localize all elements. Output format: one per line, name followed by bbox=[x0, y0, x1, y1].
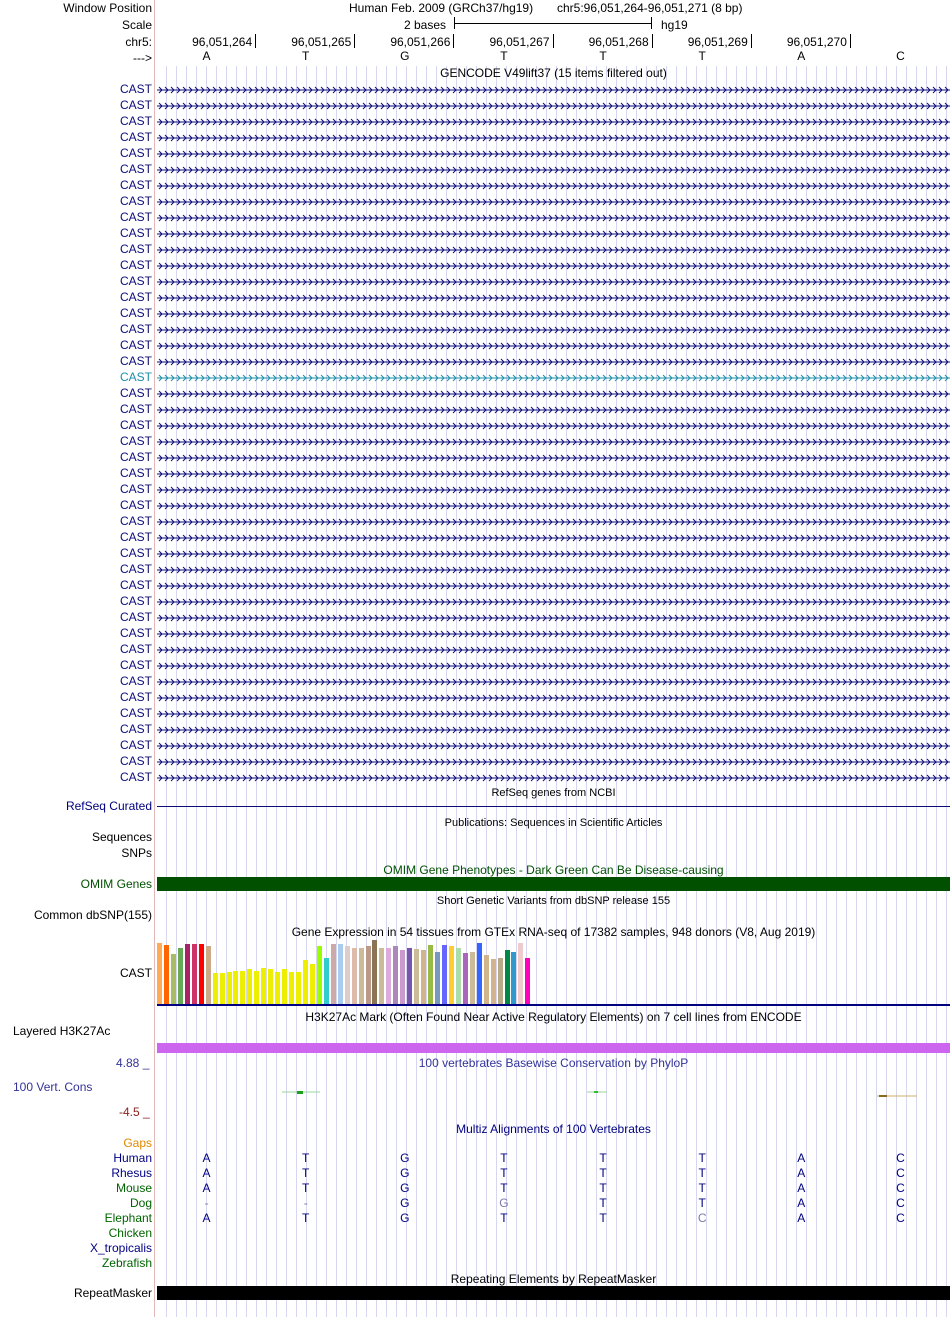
gencode-gene-label[interactable]: CAST bbox=[119, 178, 152, 192]
coordinate-tick bbox=[850, 34, 851, 48]
scale-label: Scale bbox=[121, 18, 152, 32]
scale-bar bbox=[454, 17, 652, 29]
gencode-gene-label[interactable]: CAST bbox=[119, 706, 152, 720]
base-letter: A bbox=[797, 49, 806, 63]
gencode-transcript[interactable] bbox=[157, 742, 950, 750]
multiz-base: T bbox=[500, 1211, 508, 1225]
gencode-gene-label[interactable]: CAST bbox=[119, 482, 152, 496]
gtex-tissue-bar[interactable] bbox=[463, 953, 468, 1004]
multiz-species-label[interactable]: Chicken bbox=[108, 1226, 152, 1240]
dbsnp-title[interactable]: Short Genetic Variants from dbSNP release 155 bbox=[436, 895, 671, 907]
gencode-transcript[interactable] bbox=[157, 294, 950, 302]
multiz-base: T bbox=[302, 1166, 310, 1180]
multiz-base: A bbox=[202, 1181, 211, 1195]
gencode-transcript[interactable] bbox=[157, 102, 950, 110]
gencode-transcript[interactable] bbox=[157, 390, 950, 398]
multiz-base: T bbox=[698, 1151, 706, 1165]
multiz-base: G bbox=[400, 1166, 410, 1180]
scale-text: 2 bases bbox=[404, 18, 447, 32]
gencode-transcript[interactable] bbox=[157, 502, 950, 510]
multiz-base: T bbox=[698, 1166, 706, 1180]
base-letter: T bbox=[302, 49, 310, 63]
gencode-transcript[interactable] bbox=[157, 662, 950, 670]
gtex-tissue-bar[interactable] bbox=[254, 971, 259, 1004]
gencode-transcript[interactable] bbox=[157, 774, 950, 782]
gtex-tissue-bar[interactable] bbox=[393, 946, 398, 1004]
gencode-gene-label[interactable]: CAST bbox=[119, 82, 152, 96]
dbsnp-label[interactable]: Common dbSNP(155) bbox=[33, 908, 152, 922]
coordinate-tick-label: 96,051,268 bbox=[588, 35, 649, 49]
db-text: hg19 bbox=[661, 18, 688, 32]
gencode-gene-label[interactable]: CAST bbox=[119, 578, 152, 592]
multiz-base: T bbox=[698, 1196, 706, 1210]
gtex-tissue-bar[interactable] bbox=[233, 971, 238, 1004]
phylop-max: 4.88 _ bbox=[116, 1056, 150, 1070]
coordinate-tick bbox=[255, 34, 256, 48]
gencode-transcript[interactable] bbox=[157, 182, 950, 190]
gtex-tissue-bar[interactable] bbox=[372, 940, 377, 1004]
gtex-tissue-bar[interactable] bbox=[511, 952, 516, 1004]
gencode-gene-label[interactable]: CAST bbox=[119, 674, 152, 688]
gencode-transcript[interactable] bbox=[157, 518, 950, 526]
gencode-gene-label[interactable]: CAST bbox=[119, 402, 152, 416]
multiz-base: A bbox=[797, 1211, 806, 1225]
gencode-transcript[interactable] bbox=[157, 582, 950, 590]
gtex-tissue-bar[interactable] bbox=[352, 948, 357, 1004]
gtex-tissue-bar[interactable] bbox=[157, 943, 162, 1004]
gencode-gene-label[interactable]: CAST bbox=[119, 130, 152, 144]
coordinate-tick-label: 96,051,266 bbox=[390, 35, 451, 49]
gtex-tissue-bar[interactable] bbox=[199, 944, 204, 1004]
gtex-tissue-bar[interactable] bbox=[525, 958, 530, 1004]
gencode-transcript[interactable] bbox=[157, 134, 950, 142]
omim-track-bar[interactable] bbox=[157, 877, 950, 891]
gencode-gene-label[interactable]: CAST bbox=[119, 370, 152, 384]
coordinate-tick-label: 96,051,265 bbox=[291, 35, 352, 49]
multiz-base: G bbox=[400, 1151, 410, 1165]
gtex-tissue-bar[interactable] bbox=[518, 943, 523, 1004]
multiz-base: G bbox=[400, 1181, 410, 1195]
phylop-min: -4.5 _ bbox=[119, 1105, 150, 1119]
gtex-tissue-bar[interactable] bbox=[227, 972, 232, 1004]
multiz-base: - bbox=[204, 1196, 209, 1210]
gtex-tissue-bar[interactable] bbox=[477, 943, 482, 1004]
coordinate-tick-label: 96,051,267 bbox=[489, 35, 550, 49]
gencode-gene-label[interactable]: CAST bbox=[119, 626, 152, 640]
coordinate-tick-label: 96,051,269 bbox=[687, 35, 748, 49]
gtex-tissue-bar[interactable] bbox=[345, 946, 350, 1004]
gencode-gene-label[interactable]: CAST bbox=[119, 434, 152, 448]
gtex-tissue-bar[interactable] bbox=[213, 973, 218, 1004]
gtex-tissue-bar[interactable] bbox=[498, 958, 503, 1004]
multiz-species-label[interactable]: Rhesus bbox=[111, 1166, 152, 1180]
gencode-transcript[interactable] bbox=[157, 326, 950, 334]
base-letter: A bbox=[202, 49, 211, 63]
gtex-bar-chart[interactable] bbox=[157, 940, 950, 1004]
gencode-transcript[interactable] bbox=[157, 198, 950, 206]
multiz-base: A bbox=[797, 1196, 806, 1210]
multiz-species-label[interactable]: Elephant bbox=[104, 1211, 152, 1225]
publications-label-sequences[interactable]: Sequences bbox=[91, 830, 152, 844]
gencode-transcript[interactable] bbox=[157, 374, 950, 382]
gencode-transcript[interactable] bbox=[157, 262, 950, 270]
gencode-gene-label[interactable]: CAST bbox=[119, 594, 152, 608]
multiz-base: G bbox=[499, 1196, 509, 1210]
gtex-tissue-bar[interactable] bbox=[338, 944, 343, 1004]
gencode-gene-label[interactable]: CAST bbox=[119, 530, 152, 544]
gencode-transcript[interactable] bbox=[157, 470, 950, 478]
gtex-tissue-bar[interactable] bbox=[240, 971, 245, 1004]
gencode-gene-label[interactable]: CAST bbox=[119, 114, 152, 128]
multiz-base: C bbox=[896, 1196, 905, 1210]
gencode-gene-label[interactable]: CAST bbox=[119, 146, 152, 160]
gencode-gene-label[interactable]: CAST bbox=[119, 418, 152, 432]
gtex-tissue-bar[interactable] bbox=[379, 948, 384, 1004]
multiz-base: G bbox=[400, 1211, 410, 1225]
gtex-tissue-bar[interactable] bbox=[206, 946, 211, 1004]
gtex-tissue-bar[interactable] bbox=[407, 948, 412, 1004]
gencode-gene-label[interactable]: CAST bbox=[119, 386, 152, 400]
gencode-transcript[interactable] bbox=[157, 150, 950, 158]
multiz-species-label[interactable]: Zebrafish bbox=[101, 1256, 152, 1270]
gencode-gene-label[interactable]: CAST bbox=[119, 258, 152, 272]
gencode-gene-label[interactable]: CAST bbox=[119, 658, 152, 672]
gtex-tissue-bar[interactable] bbox=[275, 972, 280, 1004]
gencode-gene-label[interactable]: CAST bbox=[119, 98, 152, 112]
gencode-gene-label[interactable]: CAST bbox=[119, 162, 152, 176]
gencode-transcript[interactable] bbox=[157, 118, 950, 126]
gencode-transcript[interactable] bbox=[157, 486, 950, 494]
gencode-transcript[interactable] bbox=[157, 214, 950, 222]
gencode-transcript[interactable] bbox=[157, 598, 950, 606]
gencode-gene-label[interactable]: CAST bbox=[119, 242, 152, 256]
gencode-transcript[interactable] bbox=[157, 630, 950, 638]
gencode-gene-label[interactable]: CAST bbox=[119, 210, 152, 224]
gencode-gene-label[interactable]: CAST bbox=[119, 338, 152, 352]
omim-label[interactable]: OMIM Genes bbox=[80, 877, 152, 891]
multiz-base: T bbox=[599, 1196, 607, 1210]
multiz-base: T bbox=[500, 1166, 508, 1180]
multiz-base: C bbox=[896, 1211, 905, 1225]
gencode-transcript[interactable] bbox=[157, 678, 950, 686]
coordinate-tick bbox=[354, 34, 355, 48]
gtex-tissue-bar[interactable] bbox=[366, 946, 371, 1004]
gtex-tissue-bar[interactable] bbox=[261, 968, 266, 1004]
h3k27ac-title[interactable]: H3K27Ac Mark (Often Found Near Active Regulatory Elements) on 7 cell lines from ENCODE bbox=[305, 1010, 802, 1024]
gencode-gene-label[interactable]: CAST bbox=[119, 498, 152, 512]
gencode-transcript[interactable] bbox=[157, 230, 950, 238]
multiz-base: C bbox=[896, 1151, 905, 1165]
gtex-tissue-bar[interactable] bbox=[505, 950, 510, 1004]
gtex-tissue-bar[interactable] bbox=[359, 948, 364, 1004]
gtex-tissue-bar[interactable] bbox=[268, 969, 273, 1004]
gtex-tissue-bar[interactable] bbox=[442, 945, 447, 1004]
multiz-base: T bbox=[698, 1181, 706, 1195]
assembly-title: Human Feb. 2009 (GRCh37/hg19) bbox=[349, 1, 534, 15]
gencode-transcript[interactable] bbox=[157, 454, 950, 462]
publications-label-snps[interactable]: SNPs bbox=[121, 846, 152, 860]
phylop-signal[interactable] bbox=[157, 1086, 950, 1100]
gencode-transcript[interactable] bbox=[157, 342, 950, 350]
gtex-tissue-bar[interactable] bbox=[247, 969, 252, 1004]
gtex-tissue-bar[interactable] bbox=[386, 948, 391, 1004]
multiz-base: C bbox=[697, 1211, 707, 1225]
gencode-gene-label[interactable]: CAST bbox=[119, 514, 152, 528]
gtex-tissue-bar[interactable] bbox=[303, 960, 308, 1004]
multiz-base: A bbox=[797, 1166, 806, 1180]
gencode-transcript[interactable] bbox=[157, 358, 950, 366]
gtex-title[interactable]: Gene Expression in 54 tissues from GTEx RNA-seq of 17382 samples, 948 donors (V8, Aug 2019) bbox=[291, 925, 816, 939]
gtex-tissue-bar[interactable] bbox=[428, 945, 433, 1004]
gtex-tissue-bar[interactable] bbox=[414, 949, 419, 1004]
gencode-transcript[interactable] bbox=[157, 246, 950, 254]
coordinate-tick bbox=[751, 34, 752, 48]
gencode-transcript[interactable] bbox=[157, 710, 950, 718]
publications-title[interactable]: Publications: Sequences in Scientific Articles bbox=[444, 817, 663, 829]
multiz-gaps-label[interactable]: Gaps bbox=[123, 1136, 152, 1150]
omim-title[interactable]: OMIM Gene Phenotypes - Dark Green Can Be Disease-causing bbox=[383, 863, 724, 877]
multiz-base: T bbox=[500, 1151, 508, 1165]
coordinate-tick bbox=[453, 34, 454, 48]
gencode-gene-label[interactable]: CAST bbox=[119, 274, 152, 288]
refseq-title[interactable]: RefSeq genes from NCBI bbox=[491, 787, 616, 799]
gencode-gene-label[interactable]: CAST bbox=[119, 642, 152, 656]
gencode-transcript[interactable] bbox=[157, 614, 950, 622]
gencode-gene-label[interactable]: CAST bbox=[119, 610, 152, 624]
gtex-label[interactable]: CAST bbox=[119, 966, 152, 980]
repeatmasker-track-bar[interactable] bbox=[157, 1286, 950, 1300]
gtex-tissue-bar[interactable] bbox=[164, 945, 169, 1004]
gencode-transcript[interactable] bbox=[157, 550, 950, 558]
gencode-gene-label[interactable]: CAST bbox=[119, 322, 152, 336]
chrom-label: chr5: bbox=[125, 35, 152, 49]
gencode-gene-label[interactable]: CAST bbox=[119, 466, 152, 480]
h3k27ac-label[interactable]: Layered H3K27Ac bbox=[13, 1024, 111, 1038]
gencode-gene-label[interactable]: CAST bbox=[119, 450, 152, 464]
gtex-tissue-bar[interactable] bbox=[331, 944, 336, 1004]
gtex-tissue-bar[interactable] bbox=[220, 973, 225, 1004]
multiz-species-label[interactable]: Human bbox=[113, 1151, 152, 1165]
gtex-tissue-bar[interactable] bbox=[421, 950, 426, 1004]
multiz-base: T bbox=[302, 1181, 310, 1195]
multiz-base: A bbox=[202, 1166, 211, 1180]
gencode-transcript[interactable] bbox=[157, 566, 950, 574]
multiz-species-label[interactable]: X_tropicalis bbox=[89, 1241, 152, 1255]
multiz-base: T bbox=[599, 1181, 607, 1195]
gtex-tissue-bar[interactable] bbox=[282, 969, 287, 1004]
multiz-base: T bbox=[500, 1181, 508, 1195]
multiz-species-label[interactable]: Mouse bbox=[115, 1181, 152, 1195]
gtex-tissue-bar[interactable] bbox=[289, 972, 294, 1004]
multiz-base: G bbox=[400, 1196, 410, 1210]
gtex-baseline bbox=[157, 1004, 950, 1006]
coordinate-tick bbox=[553, 34, 554, 48]
repeatmasker-title[interactable]: Repeating Elements by RepeatMasker bbox=[450, 1272, 657, 1286]
strand-label: ---> bbox=[133, 51, 152, 65]
gtex-tissue-bar[interactable] bbox=[449, 946, 454, 1004]
multiz-base: A bbox=[797, 1151, 806, 1165]
gencode-gene-label[interactable]: CAST bbox=[119, 546, 152, 560]
gencode-gene-label[interactable]: CAST bbox=[119, 290, 152, 304]
gtex-tissue-bar[interactable] bbox=[470, 952, 475, 1004]
multiz-base: A bbox=[202, 1211, 211, 1225]
multiz-species-label[interactable]: Dog bbox=[129, 1196, 152, 1210]
gtex-tissue-bar[interactable] bbox=[171, 954, 176, 1004]
multiz-base: A bbox=[797, 1181, 806, 1195]
gtex-tissue-bar[interactable] bbox=[484, 955, 489, 1004]
h3k27ac-track-bar[interactable] bbox=[157, 1043, 950, 1053]
multiz-base: T bbox=[599, 1151, 607, 1165]
gencode-transcript[interactable] bbox=[157, 438, 950, 446]
phylop-label[interactable]: 100 Vert. Cons bbox=[13, 1080, 93, 1094]
base-letter: T bbox=[599, 49, 607, 63]
multiz-base: T bbox=[302, 1211, 310, 1225]
coordinate-tick bbox=[652, 34, 653, 48]
base-letter: T bbox=[500, 49, 508, 63]
position-readout: chr5:96,051,264-96,051,271 (8 bp) bbox=[557, 1, 743, 15]
gencode-transcript[interactable] bbox=[157, 422, 950, 430]
gencode-gene-label[interactable]: CAST bbox=[119, 306, 152, 320]
gencode-gene-label[interactable]: CAST bbox=[119, 562, 152, 576]
gencode-transcript[interactable] bbox=[157, 86, 950, 94]
gtex-tissue-bar[interactable] bbox=[400, 950, 405, 1004]
gtex-tissue-bar[interactable] bbox=[192, 944, 197, 1004]
base-letter: T bbox=[698, 49, 706, 63]
gencode-transcript[interactable] bbox=[157, 406, 950, 414]
gencode-transcript[interactable] bbox=[157, 758, 950, 766]
base-letter: C bbox=[896, 49, 905, 63]
gencode-transcript[interactable] bbox=[157, 166, 950, 174]
gencode-transcript[interactable] bbox=[157, 646, 950, 654]
gencode-transcript[interactable] bbox=[157, 726, 950, 734]
gencode-transcript[interactable] bbox=[157, 310, 950, 318]
phylop-title[interactable]: 100 vertebrates Basewise Conservation by PhyloP bbox=[418, 1056, 689, 1070]
refseq-track-line[interactable] bbox=[157, 806, 950, 807]
gtex-tissue-bar[interactable] bbox=[435, 952, 440, 1004]
gencode-transcript[interactable] bbox=[157, 534, 950, 542]
gtex-tissue-bar[interactable] bbox=[178, 948, 183, 1004]
gencode-title[interactable]: GENCODE V49lift37 (15 items filtered out) bbox=[440, 66, 667, 80]
gencode-gene-label[interactable]: CAST bbox=[119, 226, 152, 240]
gencode-transcript[interactable] bbox=[157, 278, 950, 286]
gencode-gene-label[interactable]: CAST bbox=[119, 354, 152, 368]
gtex-tissue-bar[interactable] bbox=[296, 972, 301, 1004]
multiz-base: T bbox=[599, 1166, 607, 1180]
gtex-tissue-bar[interactable] bbox=[185, 944, 190, 1004]
multiz-base: - bbox=[303, 1196, 308, 1210]
gencode-gene-label[interactable]: CAST bbox=[119, 770, 152, 784]
coordinate-tick-label: 96,051,270 bbox=[786, 35, 847, 49]
multiz-base: C bbox=[896, 1181, 905, 1195]
multiz-title[interactable]: Multiz Alignments of 100 Vertebrates bbox=[456, 1122, 651, 1136]
gtex-tissue-bar[interactable] bbox=[456, 948, 461, 1004]
refseq-label[interactable]: RefSeq Curated bbox=[65, 799, 152, 813]
multiz-base: T bbox=[599, 1211, 607, 1225]
gtex-tissue-bar[interactable] bbox=[310, 964, 315, 1004]
gencode-gene-label[interactable]: CAST bbox=[119, 722, 152, 736]
gencode-gene-label[interactable]: CAST bbox=[119, 690, 152, 704]
gtex-tissue-bar[interactable] bbox=[491, 959, 496, 1004]
gencode-gene-label[interactable]: CAST bbox=[119, 754, 152, 768]
gencode-gene-label[interactable]: CAST bbox=[119, 194, 152, 208]
gtex-tissue-bar[interactable] bbox=[317, 946, 322, 1004]
multiz-base: T bbox=[302, 1151, 310, 1165]
base-letter: G bbox=[400, 49, 410, 63]
gencode-transcript[interactable] bbox=[157, 694, 950, 702]
coordinate-tick-label: 96,051,264 bbox=[192, 35, 253, 49]
window-position-label: Window Position bbox=[63, 1, 152, 15]
multiz-base: A bbox=[202, 1151, 211, 1165]
gtex-tissue-bar[interactable] bbox=[324, 958, 329, 1004]
multiz-base: C bbox=[896, 1166, 905, 1180]
gencode-gene-label[interactable]: CAST bbox=[119, 738, 152, 752]
repeatmasker-label[interactable]: RepeatMasker bbox=[73, 1286, 152, 1300]
